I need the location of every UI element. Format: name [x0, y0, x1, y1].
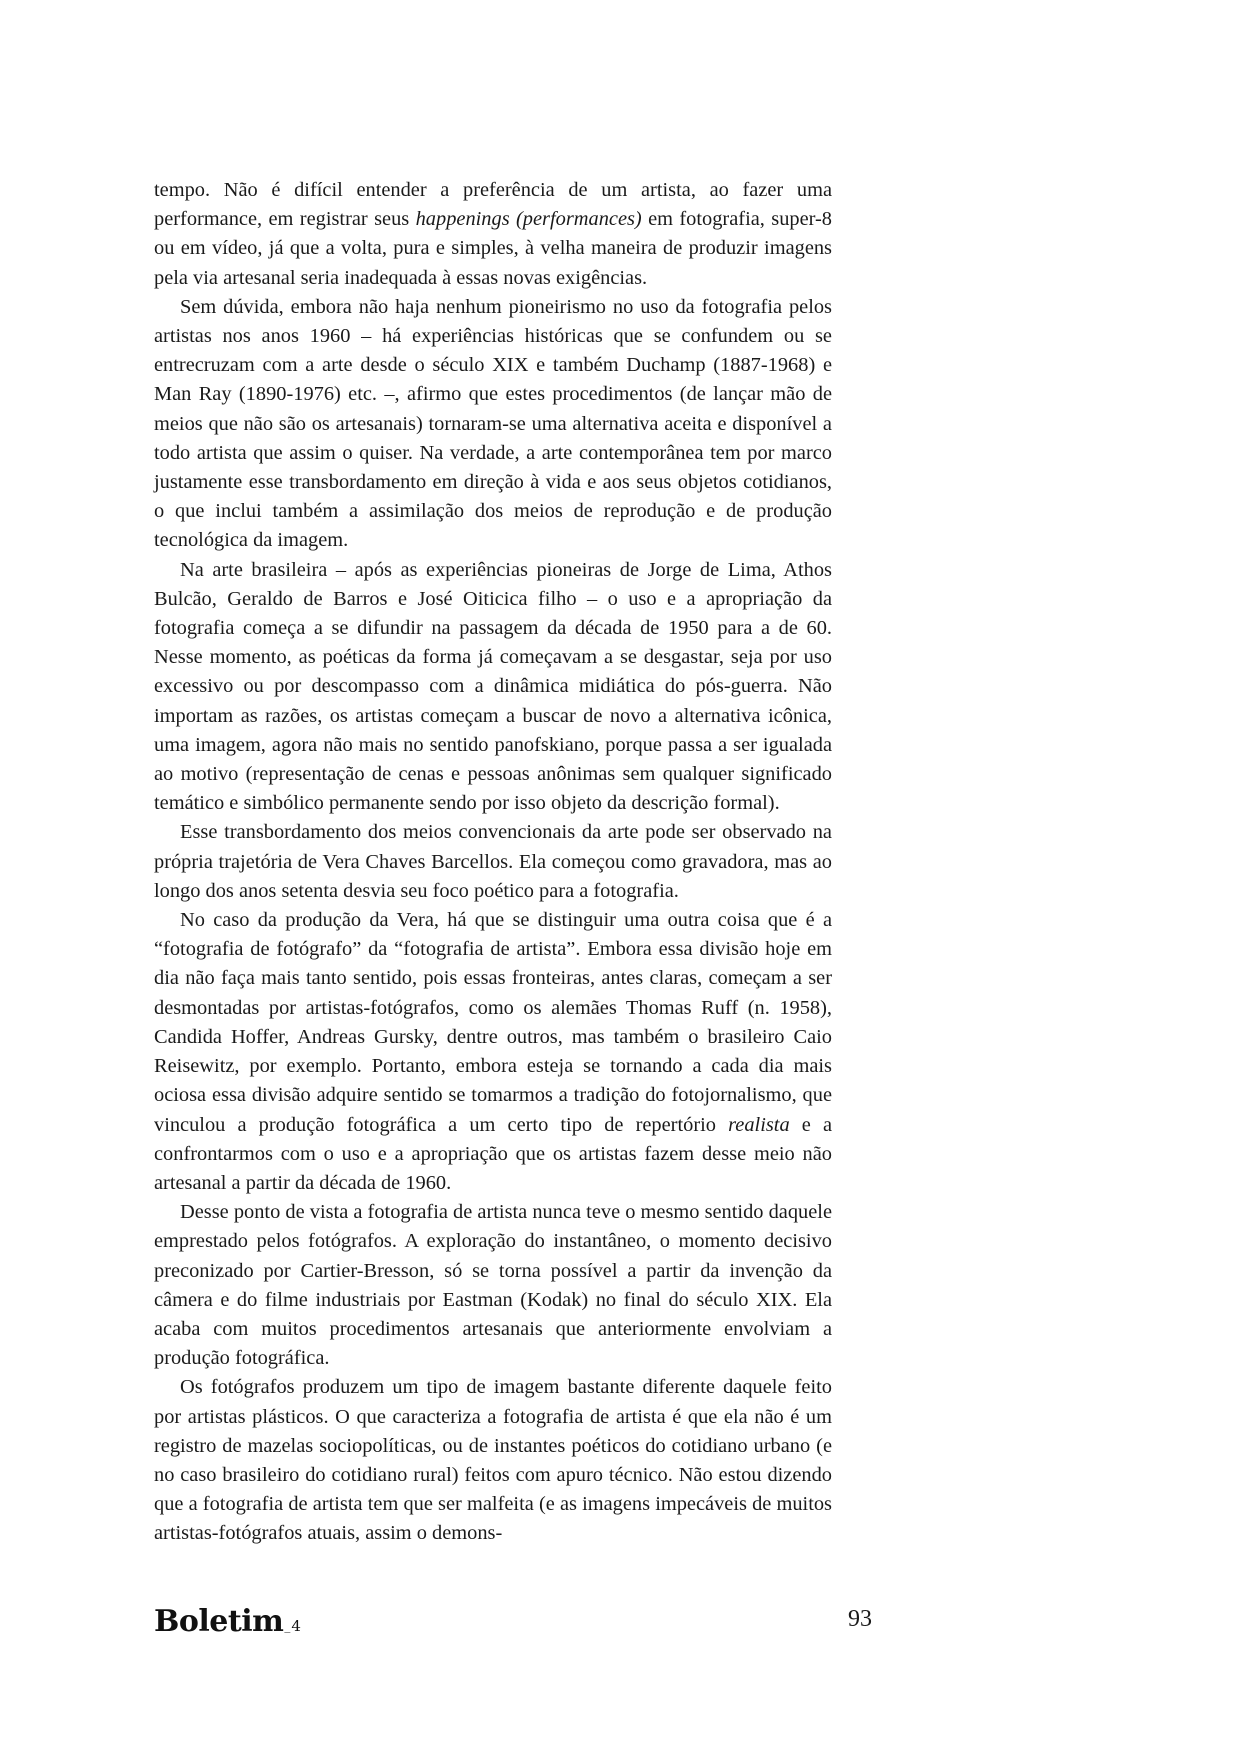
paragraph-5-text-b: e a confrontarmos com o uso e a apropriação que os artistas fazem desse meio não artesanal a partir da década de 1960.: [154, 1113, 833, 1194]
journal-issue-number: _ 4: [284, 1617, 301, 1635]
paragraph-6: Desse ponto de vista a fotografia de artista nunca teve o mesmo sentido daquele emprestado pelos fotógrafos. A exploração do instantâneo, o momento decisivo preconizado por Cartier-Bresson, só se torna possível a partir da invenção da câmera e do filme industriais por Eastman (Kodak) no final do século XIX. Ela acaba com muitos procedimentos artesanais que anteriormente envolviam a produção fotográfica.: [154, 1201, 832, 1370]
paragraph-3: Na arte brasileira – após as experiências pioneiras de Jorge de Lima, Athos Bulcão, Geraldo de Barros e José Oiticica filho – o uso e a apropriação da fotografia começa a se difundir na passagem da década de 1950 para a de 60. Nesse momento, as poéticas da forma já começavam a se desgastar, seja por uso excessivo ou por descompasso com a dinâmica midiática do pós-guerra. Não importam as razões, os artistas começam a buscar de novo a alternativa icônica, uma imagem, agora não mais no sentido panofskiano, porque passa a ser igualada ao motivo (representação de cenas e pessoas anônimas sem qualquer significado temático e simbólico permanente sendo por isso objeto da descrição formal).: [154, 558, 832, 815]
journal-name: Boletim: [154, 1604, 284, 1639]
paragraph-1-italic-term: happenings (performances): [415, 208, 642, 231]
paragraph-1-text-a: tempo. Não é difícil entender a preferência de um artista, ao fazer uma performance, em registrar seus: [154, 179, 832, 231]
paragraph-4: Esse transbordamento dos meios convencionais da arte pode ser observado na própria trajetória de Vera Chaves Barcellos. Ela começou como gravadora, mas ao longo dos anos setenta desvia seu foco poético para a fotografia.: [154, 821, 832, 902]
body-text: [154, 176, 832, 1549]
page-number: 93: [848, 1606, 872, 1632]
paragraph-5: [154, 906, 832, 1198]
journal-logo: [154, 1604, 301, 1645]
paragraph-5-text-a: No caso da produção da Vera, há que se distinguir uma outra coisa que é a “fotografia de fotógrafo” da “fotografia de artista”. Embora essa divisão hoje em dia não faça mais tanto sentido, pois essas fronteiras, antes claras, começam a ser desmontadas por artistas-fotógrafos, como os alemães Thomas Ruff (n. 1958), Candida Hoffer, Andreas Gursky, dentre outros, mas também o brasileiro Caio Reisewitz, por exemplo. Portanto, embora esteja se tornando a cada dia mais ociosa essa divisão adquire sentido se tomarmos a tradição do fotojornalismo, que vinculou a produção fotográfica a um certo tipo de repertório: [154, 909, 832, 1136]
paragraph-5-italic-term: realista: [728, 1113, 790, 1136]
paragraph-2: Sem dúvida, embora não haja nenhum pioneirismo no uso da fotografia pelos artistas nos anos 1960 – há experiências históricas que se confundem ou se entrecruzam com a arte desde o século XIX e também Duchamp (1887-1968) e Man Ray (1890-1976) etc. –, afirmo que estes procedimentos (de lançar mão de meios que não são os artesanais) tornaram-se uma alternativa aceita e disponível a todo artista que assim o quiser. Na verdade, a arte contemporânea tem por marco justamente esse transbordamento em direção à vida e aos seus objetos cotidianos, o que inclui também a assimilação dos meios de reprodução e de produção tecnológica da imagem.: [154, 295, 832, 552]
paragraph-1: [154, 176, 832, 293]
paragraph-1-text-b: em fotografia, super-8 ou em vídeo, já que a volta, pura e simples, à velha maneira de produzir imagens pela via artesanal seria inadequada à essas novas exigências.: [154, 208, 833, 289]
paragraph-7: Os fotógrafos produzem um tipo de imagem bastante diferente daquele feito por artistas plásticos. O que caracteriza a fotografia de artista é que ela não é um registro de mazelas sociopolíticas, ou de instantes poéticos do cotidiano urbano (e no caso brasileiro do cotidiano rural) feitos com apuro técnico. Não estou dizendo que a fotografia de artista tem que ser malfeita (e as imagens impecáveis de muitos artistas-fotógrafos atuais, assim o demons-: [154, 1376, 832, 1545]
